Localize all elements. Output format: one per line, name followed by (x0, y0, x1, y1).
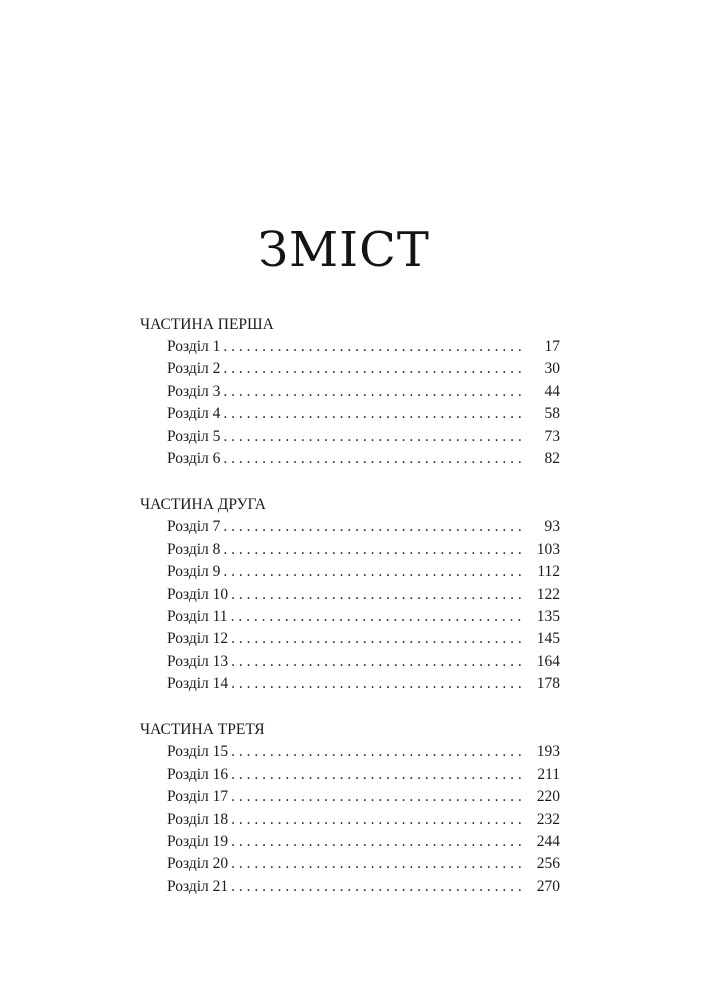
toc-entry[interactable] (140, 809, 560, 831)
chapter-label: Розділ 14 (167, 675, 229, 693)
dot-leader (223, 516, 526, 538)
chapter-label: Розділ 12 (167, 630, 229, 648)
dot-leader (231, 606, 526, 628)
toc-entry[interactable] (140, 403, 560, 425)
toc-entry[interactable] (140, 741, 560, 763)
toc-entry[interactable] (140, 876, 560, 898)
page-number: 232 (536, 810, 560, 828)
chapter-label: Розділ 6 (167, 449, 221, 467)
page-number: 30 (544, 360, 560, 378)
part-heading: ЧАСТИНА ТРЕТЯ (140, 721, 265, 739)
toc-entry[interactable] (140, 673, 560, 695)
page-number: 211 (537, 765, 560, 783)
dot-leader (223, 403, 526, 425)
page-number: 256 (536, 855, 560, 873)
page-number: 122 (536, 585, 560, 603)
page-number: 220 (536, 788, 560, 806)
chapter-label: Розділ 10 (167, 585, 229, 603)
page-number: 44 (544, 382, 560, 400)
page-number: 112 (537, 563, 560, 581)
toc-entry[interactable] (140, 516, 560, 538)
page-number: 244 (536, 833, 560, 851)
toc-entry[interactable] (140, 764, 560, 786)
toc-entry[interactable] (140, 606, 560, 628)
dot-leader (231, 809, 526, 831)
toc-entry[interactable] (140, 336, 560, 358)
chapter-label: Розділ 16 (167, 765, 229, 783)
page-number: 82 (544, 449, 560, 467)
chapter-label: Розділ 11 (167, 607, 228, 625)
dot-leader (231, 584, 526, 606)
chapter-label: Розділ 7 (167, 518, 221, 536)
toc-entry[interactable] (140, 584, 560, 606)
chapter-label: Розділ 13 (167, 652, 229, 670)
page-number: 103 (536, 540, 560, 558)
toc-entry[interactable] (140, 561, 560, 583)
part-one (140, 314, 560, 470)
dot-leader (231, 853, 526, 875)
page-number: 58 (544, 405, 560, 423)
dot-leader (231, 831, 526, 853)
dot-leader (231, 651, 526, 673)
chapter-label: Розділ 17 (167, 788, 229, 806)
chapter-label: Розділ 8 (167, 540, 221, 558)
toc-entry[interactable] (140, 628, 560, 650)
part-three (140, 719, 560, 898)
page-title: ЗМІСТ (258, 222, 430, 278)
dot-leader (231, 741, 526, 763)
chapter-label: Розділ 1 (167, 338, 221, 355)
part-heading: ЧАСТИНА ПЕРША (140, 316, 274, 333)
part-two (140, 494, 560, 695)
chapter-label: Розділ 18 (167, 810, 229, 828)
chapter-label: Розділ 4 (167, 405, 221, 423)
toc-entry[interactable] (140, 381, 560, 403)
page-number: 145 (536, 630, 560, 648)
toc-entry[interactable] (140, 448, 560, 470)
page-number: 270 (536, 877, 560, 895)
dot-leader (223, 336, 526, 358)
chapter-label: Розділ 20 (167, 855, 229, 873)
toc-entry[interactable] (140, 426, 560, 448)
chapter-label: Розділ 5 (167, 427, 221, 445)
dot-leader (231, 876, 526, 898)
dot-leader (231, 673, 526, 695)
page-number: 178 (536, 675, 560, 693)
page-number: 193 (536, 743, 560, 761)
page-number: 135 (536, 607, 560, 625)
table-of-contents (140, 314, 560, 922)
dot-leader (223, 426, 526, 448)
dot-leader (223, 561, 526, 583)
page-number: 73 (544, 427, 560, 445)
page-number: 164 (536, 652, 560, 670)
toc-entry[interactable] (140, 651, 560, 673)
toc-entry[interactable] (140, 831, 560, 853)
page-number: 17 (544, 338, 560, 355)
chapter-label: Розділ 2 (167, 360, 221, 378)
dot-leader (231, 764, 526, 786)
chapter-label: Розділ 9 (167, 563, 221, 581)
page-number: 93 (544, 518, 560, 536)
toc-entry[interactable] (140, 358, 560, 380)
chapter-label: Розділ 19 (167, 833, 229, 851)
dot-leader (223, 448, 526, 470)
toc-entry[interactable] (140, 853, 560, 875)
toc-entry[interactable] (140, 786, 560, 808)
toc-entry[interactable] (140, 539, 560, 561)
dot-leader (223, 381, 526, 403)
dot-leader (231, 786, 526, 808)
part-heading: ЧАСТИНА ДРУГА (140, 496, 267, 514)
dot-leader (223, 539, 526, 561)
dot-leader (231, 628, 526, 650)
dot-leader (223, 358, 526, 380)
chapter-label: Розділ 21 (167, 877, 229, 895)
chapter-label: Розділ 15 (167, 743, 229, 761)
chapter-label: Розділ 3 (167, 382, 221, 400)
